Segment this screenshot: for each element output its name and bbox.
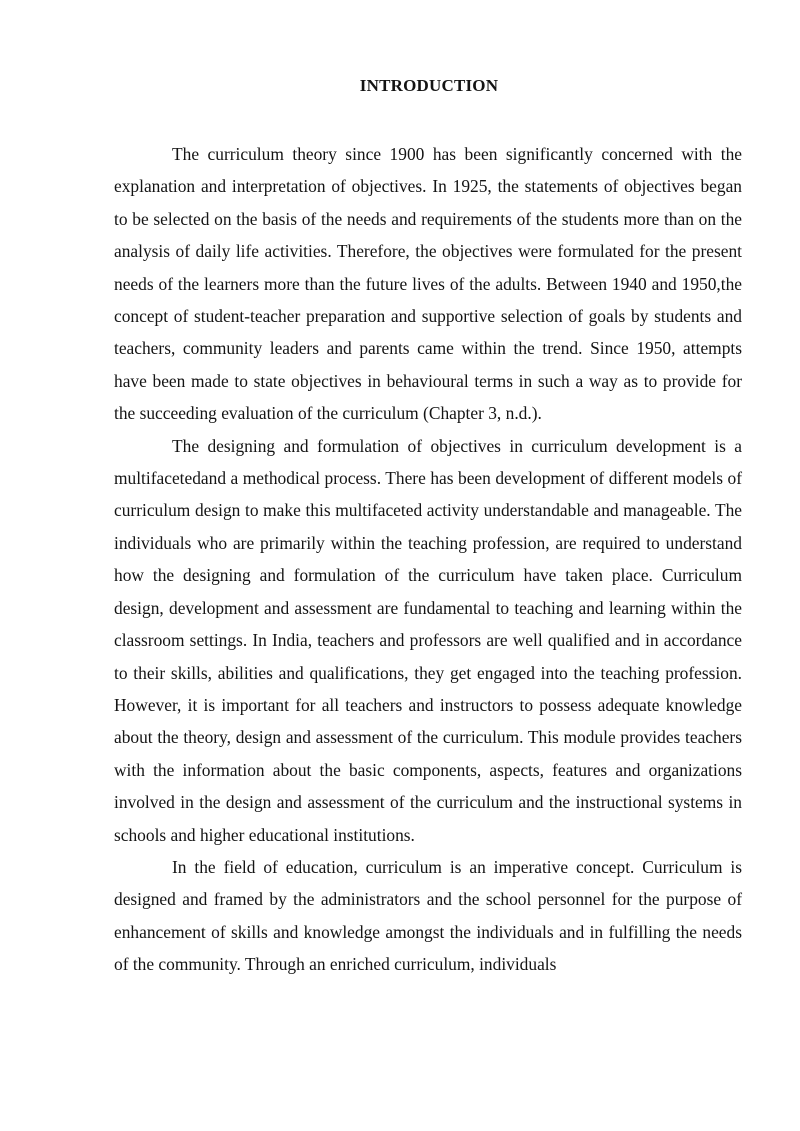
paragraph-1: The curriculum theory since 1900 has been significantly concerned with the explanation and interpretation of objectives. In 1925, the statements of objectives began to be selected on the basis of the needs and requirements of the students more than on the analysis of daily life activities. Therefore, the objectives were formulated for the present needs of the learners more than the future lives of the adults. Between 1940 and 1950,the concept of student-teacher preparation and supportive selection of goals by students and teachers, community leaders and parents came within the trend. Since 1950, attempts have been made to state objectives in behavioural terms in such a way as to provide for the succeeding evaluation of the curriculum (Chapter 3, n.d.). — [114, 144, 742, 424]
paragraph-2: The designing and formulation of objectives in curriculum development is a multifacetedand a methodical process. There has been development of different models of curriculum design to make this multifaceted activity understandable and manageable. The individuals who are primarily within the teaching profession, are required to understand how the designing and formulation of the curriculum have taken place. Curriculum design, development and assessment are fundamental to teaching and learning within the classroom settings. In India, teachers and professors are well qualified and in accordance to their skills, abilities and qualifications, they get engaged into the teaching profession. However, it is important for all teachers and instructors to possess adequate knowledge about the theory, design and assessment of the curriculum. This module provides teachers with the information about the basic components, aspects, features and organizations involved in the design and assessment of the curriculum and the instructional systems in schools and higher educational institutions. — [114, 435, 742, 845]
page-title: INTRODUCTION — [359, 76, 499, 95]
paragraph-3: In the field of education, curriculum is an imperative concept. Curriculum is designed and framed by the administrators and the school personnel for the purpose of enhancement of skills and knowledge amongst the individuals and in fulfilling the needs of the community. Through an enriched curriculum, individuals — [114, 856, 742, 975]
document-body — [114, 138, 742, 981]
